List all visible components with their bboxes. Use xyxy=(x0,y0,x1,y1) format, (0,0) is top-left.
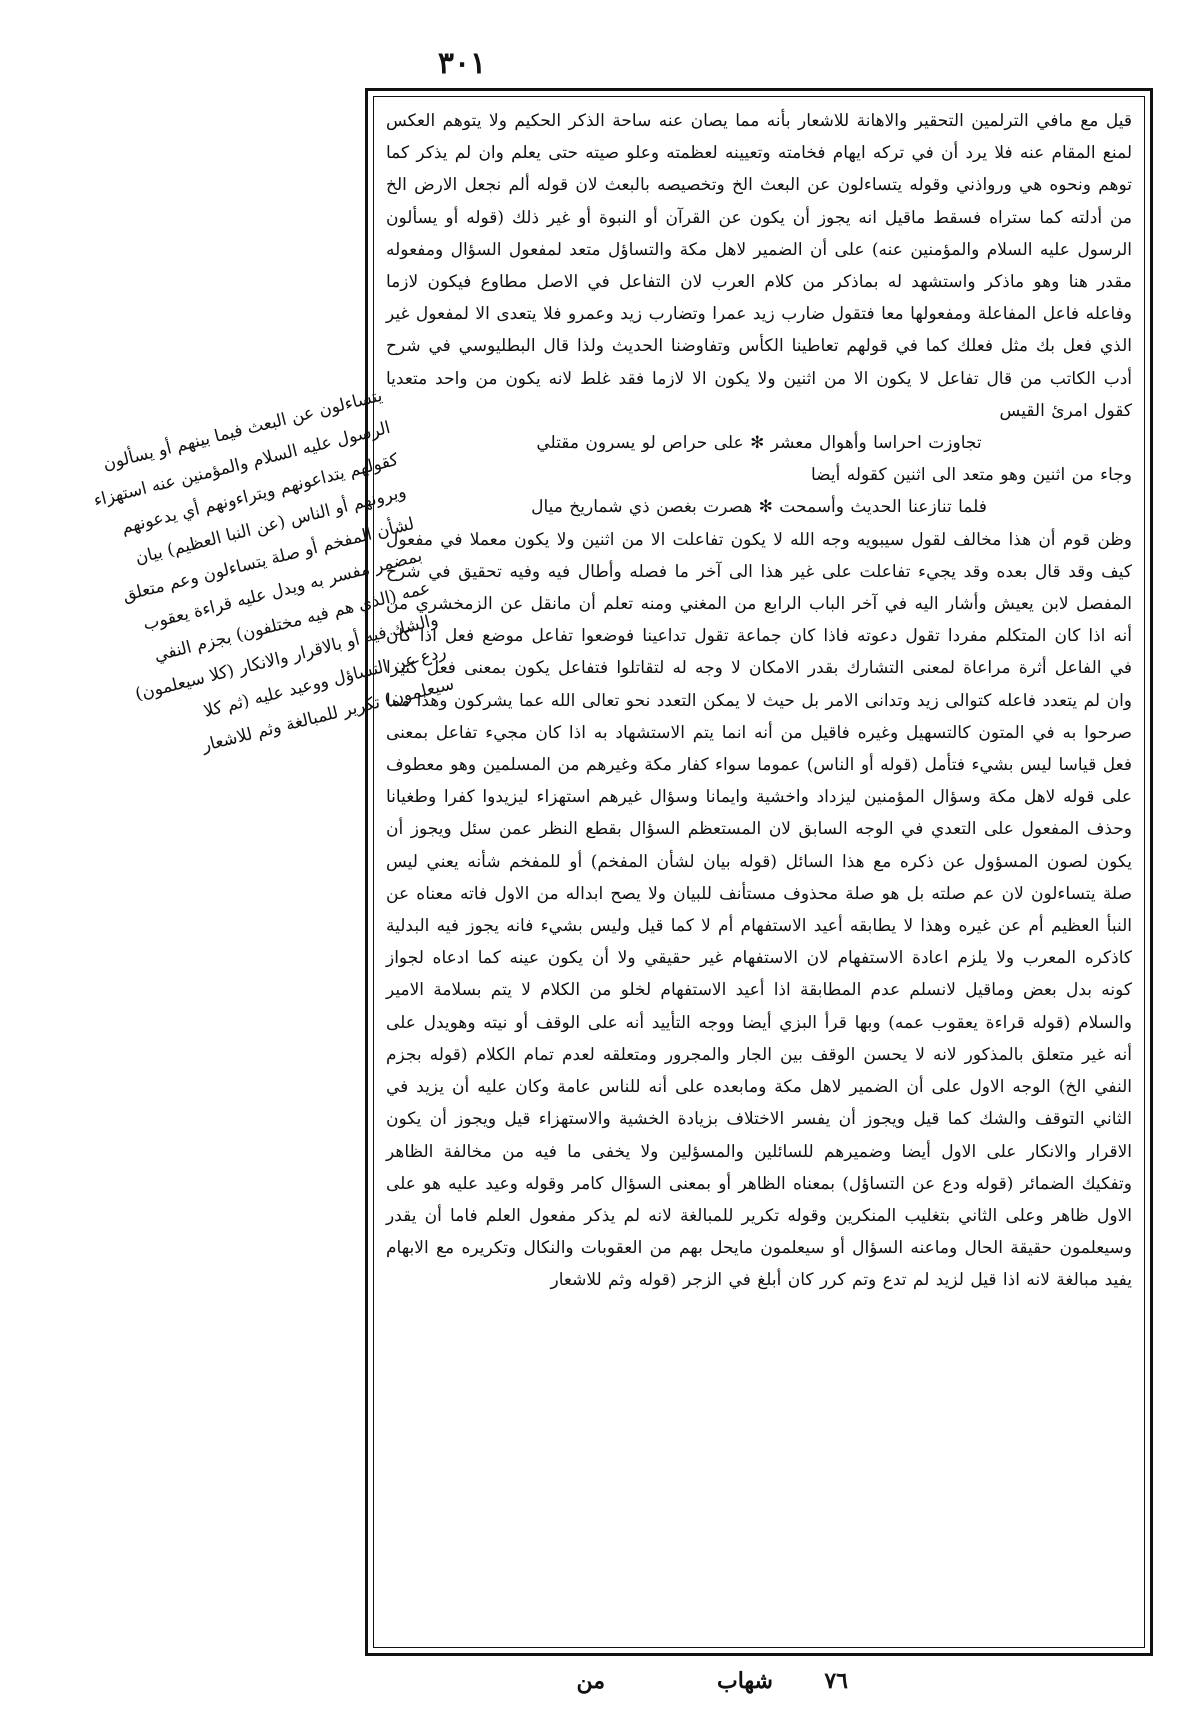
footer-number: ٧٦ xyxy=(824,1668,848,1694)
footer-word-2: من xyxy=(576,1668,605,1694)
footer-word-1: شهاب xyxy=(717,1668,773,1694)
verse-2: فلما تنازعنا الحديث وأسمحت ✻ هصرت بغصن ذي شماريخ ميال xyxy=(531,497,987,518)
margin-note: يتساءلون عن البعث فيما بينهم أو يسألون الرسول عليه السلام والمؤمنين عنه استهزاء كقولهم يتداعونهم ويتراءونهم أي يدعونهم ويرونهم أو الناس (عن النبا العظيم) بيان لشأن المفخم أو صلة يتساءلون وعم متعلق بمضمر مفسر به ويدل عليه قراءة يعقوب عمه (الذي هم فيه مختلفون) بجزم النفي والشك فيه أو بالاقرار والانكار (كلا سيعلمون) ردع عن التساؤل ووعيد عليه (ثم كلا سيعلمون) تكرير للمبالغة وثم للاشعار xyxy=(91,385,457,757)
main-commentary-text xyxy=(386,105,1132,1639)
paragraph-1: قيل مع مافي الترلمين التحقير والاهانة للاشعار بأنه مما يصان عنه ساحة الذكر الحكيم ولا يتوهم العكس لمنع المقام عنه فلا يرد أن في تركه ايهام فخامته وتعيينه لعظمته وعلو صيته حتى يعلم وان لم يذكر كما توهم ونحوه هي ورواذني وقوله يتساءلون عن البعث الخ وتخصيصه بالبعث لان قوله ألم نجعل الارض الخ من أدلته كما ستراه فسقط ماقيل انه يجوز أن يكون عن القرآن أو النبوة أو غير ذلك (قوله أو يسألون الرسول عليه السلام والمؤمنين عنه) على أن الضمير لاهل مكة والتساؤل متعد لمفعول السؤال ومفعوله مقدر هنا وهو ماذكر واستشهد له بماذكر من كلام العرب لان التفاعل في الاصل مطاوع فيكون لازما وفاعله فاعل المفاعلة ومفعولها معا فتقول ضارب زيد عمرا وتضارب زيد وعمرو فلا يتعدى الا لمفعول غير الذي فعل بك مثل فعلك كما في قولهم تعاطينا الكأس وتفاوضنا الحديث ولذا قال البطليوسي في شرح أدب الكاتب من قال تفاعل لا يكون الا من اثنين ولا يكون الا لازما فقد غلط لانه يكون من واحد متعديا كقول امرئ القيس xyxy=(386,111,1132,421)
inner-frame xyxy=(373,96,1145,1648)
verse-1: تجاوزت احراسا وأهوال معشر ✻ على حراص لو يسرون مقتلي xyxy=(536,433,982,454)
paragraph-2: وجاء من اثنين وهو متعد الى اثنين كقوله أيضا xyxy=(810,465,1132,486)
page-number: ٣٠١ xyxy=(437,46,487,81)
paragraph-3: وظن قوم أن هذا مخالف لقول سيبويه وجه الله لا يكون تفاعلت الا من اثنين ولا يكون معملا في مفعول كيف وقد قال بعده وقد يجيء تفاعلت على غير هذا الى آخر ما فصله وأطال فيه وفيه تحقيق في شرح المفصل لابن يعيش وأشار اليه في آخر الباب الرابع من المغني ومنه تعلم أن مانقل عن الزمخشري من أنه اذا كان المتكلم مفردا تقول دعوته فاذا كان جماعة تقول تداعينا فوضعوا تفاعل موضع فعل اذا كان في الفاعل أثرة مراعاة لمعنى التشارك بقدر الامكان لا وجه له لتقاتلوا فتفاعل يكون بمعنى فعل كثيرا وان لم يتعدد فاعله كتوالى زيد وتدانى الامر بل حيث لا يمكن التعدد نحو تعالى الله عما يشركون وهذا مما صرحوا به في المتون كالتسهيل وغيره فاقيل من أنه انما يتم الاستشهاد به اذا كان مجيء تفاعل بمعنى فعل قياسا ليس بشيء فتأمل (قوله أو الناس) عموما سواء كفار مكة وغيرهم من المسلمين وهو معطوف على قوله لاهل مكة وسؤال المؤمنين ليزداد واخشية وايمانا وسؤال غيرهم استهزاء ليزيدوا كفرا وطغيانا وحذف المفعول على التعدي في الوجه السابق لان المستعظم السؤال بقطع النظر عمن سئل ويجوز أن يكون لصون المسؤول عن ذكره مع هذا السائل (قوله بيان لشأن المفخم) أو للمفخم شأنه يعني ليس صلة يتساءلون لان عم صلته بل هو صلة محذوف مستأنف للبيان ولا يصح ابداله من الاول فاته معناه عن النبأ العظيم أم عن غيره وهذا لا يطابقه أعيد الاستفهام أم لا كما قيل وليس بشيء فانه يجوز فيه البدلية كاذكره المعرب ولا يلزم اعادة الاستفهام لان الاستفهام غير حقيقي ولا أن يكون عينه كما ادعاه لجواز كونه بدل بعض وماقيل لانسلم عدم المطابقة اذا أعيد الاستفهام لخلو من الكلام لا يتم بسلامة الامير والسلام (قوله قراءة يعقوب عمه) وبها قرأ البزي أيضا ووجه التأييد أنه على الوقف أو نيته وهويدل على أنه غير متعلق بالمذكور لانه لا يحسن الوقف بين الجار والمجرور ومتعلقه لعدم تمام الكلام (قوله بجزم النفي الخ) الوجه الاول على أن الضمير لاهل مكة ومابعده على أنه للناس عامة وكان عليه أن يزيد في الثاني التوقف والشك كما قيل ويجوز أن يفسر الاختلاف بزيادة الخشية والاستهزاء قيل ويجوز أن يكون الاقرار والانكار على الاول أيضا وضميرهم للسائلين والمسؤلين ولا يخفى ما فيه من مخالفة الظاهر وتفكيك الضمائر (قوله ودع عن التساؤل) بمعناه الظاهر أو بمعنى السؤال كامر وقوله وعيد عليه هو على الاول ظاهر وعلى الثاني بتغليب المنكرين وقوله تكرير للمبالغة لانه لم يذكر مفعول العلم فاما أن يقدر وسيعلمون حقيقة الحال وماعنه السؤال أو سيعلمون مايحل بهم من العقوبات والنكال وتكريره مع الابهام يفيد مبالغة لانه اذا قيل لزيد لم تدع وتم كرر كان أبلغ في الزجر (قوله وثم للاشعار xyxy=(386,529,1132,1291)
